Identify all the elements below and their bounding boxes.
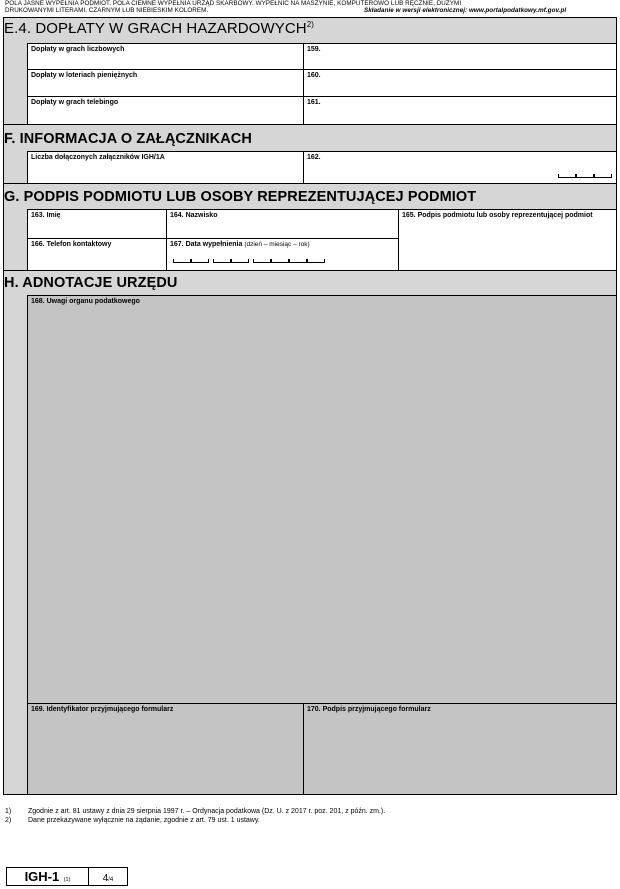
field-162[interactable]: 162.: [303, 151, 617, 184]
date-day-box: [191, 259, 209, 263]
footnote-1: 1) Zgodnie z art. 81 ustawy z dnia 29 sierpnia 1997 r. – Ordynacja podatkowa (Dz. U. z 2017 r. poz. 201, z późn. zm.).: [5, 808, 386, 815]
form-code-cell: [7, 868, 89, 885]
date-month-box: [231, 259, 249, 263]
section-e4-title-text: E.4. DOPŁATY W GRACH HAZARDOWYCH: [4, 20, 307, 37]
date-year-box: [271, 259, 289, 263]
field-168: 168. Uwagi organu podatkowego: [27, 295, 617, 704]
date-year-box: [253, 259, 271, 263]
field-161[interactable]: 161.: [303, 96, 617, 125]
section-e4-title: [4, 20, 314, 37]
field-166[interactable]: 166. Telefon kontaktowy: [27, 238, 167, 271]
date-year-box: [289, 259, 307, 263]
field-170: 170. Podpis przyjmującego formularz: [303, 703, 617, 795]
attachment-count-boxes: [558, 174, 576, 178]
e4-label-telebingo: Dopłaty w grach telebingo: [27, 96, 304, 125]
section-h-title: H. ADNOTACJE URZĘDU: [4, 275, 178, 291]
date-month-box: [213, 259, 231, 263]
f-label-attachments: Liczba dołączonych załączników IGH/1A: [27, 151, 304, 184]
field-169: 169. Identyfikator przyjmującego formularz: [27, 703, 304, 795]
attachment-count-box: [594, 174, 612, 178]
attachment-count-box: [576, 174, 594, 178]
footnote-2: 2) Dane przekazywane wyłącznie na żądanie, zgodnie z art. 79 ust. 1 ustawy.: [5, 817, 260, 824]
footnote-ref-2: 2): [306, 20, 315, 29]
field-160[interactable]: 160.: [303, 69, 617, 97]
field-163[interactable]: 163. Imię: [27, 209, 167, 239]
page-total: /4: [108, 877, 114, 883]
field-167[interactable]: 167. Data wypełnienia (dzień – miesiąc – rok): [166, 238, 399, 271]
e4-label-loterie: Dopłaty w loteriach pieniężnych: [27, 69, 304, 97]
date-day-box: [173, 259, 191, 263]
instructions-line-1: POLA JASNE WYPEŁNIA PODMIOT, POLA CIEMNE WYPEŁNIA URZĄD SKARBOWY. WYPEŁNIĆ NA MASZYNIE, KOMPUTEROWO LUB RĘCZNIE, DUŻYMI: [5, 0, 462, 7]
page-number: 4: [102, 873, 109, 884]
section-g-title: G. PODPIS PODMIOTU LUB OSOBY REPREZENTUJĄCEJ PODMIOT: [4, 189, 477, 205]
field-165[interactable]: 165. Podpis podmiotu lub osoby reprezentującej podmiot: [398, 209, 617, 271]
field-164[interactable]: 164. Nazwisko: [166, 209, 399, 239]
instructions-line-2: DRUKOWANYMI LITERAMI, CZARNYM LUB NIEBIESKIM KOLOREM.: [5, 7, 209, 14]
form-variant: (1): [63, 877, 71, 883]
date-format-hint: (dzień – miesiąc – rok): [244, 241, 310, 248]
form-code: IGH-1: [24, 869, 60, 884]
field-159[interactable]: 159.: [303, 43, 617, 70]
form-id-box: [6, 867, 128, 886]
section-f-title: F. INFORMACJA O ZAŁĄCZNIKACH: [4, 131, 252, 147]
date-year-box: [307, 259, 325, 263]
e4-label-liczbowe: Dopłaty w grach liczbowych: [27, 43, 304, 70]
electronic-filing-note: Składanie w wersji elektronicznej: www.portalpodatkowy.mf.gov.pl: [364, 7, 567, 14]
page-number-cell: [89, 868, 127, 885]
